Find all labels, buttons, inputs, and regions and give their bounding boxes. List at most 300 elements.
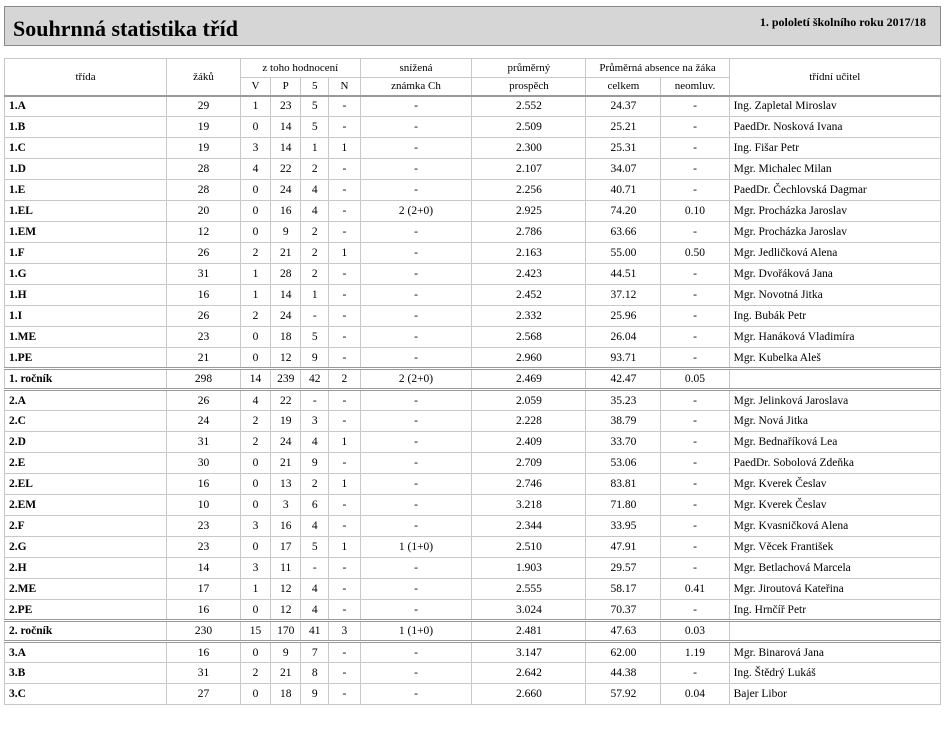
cell-absence-unexcused: - (661, 516, 729, 537)
cell-average: 2.481 (472, 621, 586, 642)
cell-average: 2.409 (472, 432, 586, 453)
cell-reduced-ch: - (360, 432, 472, 453)
cell-teacher: Bajer Libor (729, 684, 940, 705)
cell-absence-unexcused: 0.41 (661, 579, 729, 600)
cell-grade-5: 9 (301, 348, 329, 369)
cell-absence-unexcused: - (661, 117, 729, 138)
cell-students: 29 (167, 96, 241, 117)
col-header-snizena: snížená (360, 59, 472, 78)
cell-absence-total: 24.37 (586, 96, 661, 117)
cell-grade-p: 16 (271, 516, 301, 537)
cell-grade-5: 8 (301, 663, 329, 684)
cell-reduced-ch: - (360, 684, 472, 705)
cell-grade-v: 2 (240, 663, 270, 684)
cell-grade-v: 15 (240, 621, 270, 642)
cell-absence-total: 44.38 (586, 663, 661, 684)
cell-grade-v: 0 (240, 222, 270, 243)
cell-absence-total: 62.00 (586, 642, 661, 663)
cell-absence-total: 47.91 (586, 537, 661, 558)
table-row (5, 96, 941, 117)
col-header-n: N (329, 78, 360, 96)
cell-absence-total: 44.51 (586, 264, 661, 285)
cell-students: 21 (167, 348, 241, 369)
table-row (5, 180, 941, 201)
cell-teacher: Mgr. Dvořáková Jana (729, 264, 940, 285)
cell-reduced-ch: - (360, 411, 472, 432)
cell-teacher (729, 621, 940, 642)
cell-absence-total: 83.81 (586, 474, 661, 495)
cell-absence-unexcused: - (661, 453, 729, 474)
cell-grade-v: 4 (240, 159, 270, 180)
cell-grade-n: - (329, 684, 360, 705)
col-header-trida: třída (5, 59, 167, 96)
cell-grade-5: 1 (301, 285, 329, 306)
cell-grade-5: 5 (301, 327, 329, 348)
table-row (5, 642, 941, 663)
cell-students: 12 (167, 222, 241, 243)
col-header-znamka-ch: známka Ch (360, 78, 472, 96)
cell-reduced-ch: - (360, 180, 472, 201)
cell-students: 20 (167, 201, 241, 222)
cell-grade-p: 24 (271, 180, 301, 201)
cell-average: 2.300 (472, 138, 586, 159)
cell-absence-total: 74.20 (586, 201, 661, 222)
cell-reduced-ch: - (360, 348, 472, 369)
cell-students: 16 (167, 600, 241, 621)
cell-students: 31 (167, 264, 241, 285)
table-row (5, 138, 941, 159)
cell-average: 2.925 (472, 201, 586, 222)
col-header-neomluv: neomluv. (661, 78, 729, 96)
cell-class: 2.H (5, 558, 167, 579)
cell-absence-unexcused: - (661, 264, 729, 285)
cell-grade-v: 0 (240, 201, 270, 222)
table-row (5, 432, 941, 453)
cell-absence-unexcused: - (661, 222, 729, 243)
cell-grade-n: - (329, 600, 360, 621)
cell-grade-5: 4 (301, 600, 329, 621)
col-header-p: P (271, 78, 301, 96)
table-body (5, 96, 941, 705)
table-row (5, 390, 941, 411)
cell-class: 1.ME (5, 327, 167, 348)
cell-grade-n: - (329, 663, 360, 684)
table-row (5, 285, 941, 306)
cell-grade-5: 2 (301, 243, 329, 264)
cell-grade-5: 2 (301, 159, 329, 180)
cell-absence-unexcused: - (661, 663, 729, 684)
cell-teacher: PaedDr. Nosková Ivana (729, 117, 940, 138)
table-row (5, 663, 941, 684)
table-row (5, 264, 941, 285)
cell-grade-p: 17 (271, 537, 301, 558)
cell-grade-n: - (329, 516, 360, 537)
cell-grade-p: 14 (271, 138, 301, 159)
cell-grade-v: 0 (240, 180, 270, 201)
cell-students: 28 (167, 159, 241, 180)
cell-grade-5: 6 (301, 495, 329, 516)
cell-grade-5: 5 (301, 117, 329, 138)
cell-teacher: Mgr. Věcek František (729, 537, 940, 558)
cell-average: 2.568 (472, 327, 586, 348)
cell-grade-p: 239 (271, 369, 301, 390)
cell-absence-total: 93.71 (586, 348, 661, 369)
cell-class: 1.E (5, 180, 167, 201)
cell-class: 1. ročník (5, 369, 167, 390)
cell-students: 19 (167, 117, 241, 138)
cell-grade-p: 170 (271, 621, 301, 642)
cell-teacher: Ing. Fišar Petr (729, 138, 940, 159)
cell-grade-5: 4 (301, 579, 329, 600)
cell-grade-p: 12 (271, 579, 301, 600)
cell-reduced-ch: - (360, 243, 472, 264)
cell-average: 2.660 (472, 684, 586, 705)
cell-reduced-ch: - (360, 96, 472, 117)
cell-grade-p: 13 (271, 474, 301, 495)
cell-grade-p: 12 (271, 348, 301, 369)
cell-students: 10 (167, 495, 241, 516)
cell-grade-p: 11 (271, 558, 301, 579)
cell-class: 1.G (5, 264, 167, 285)
cell-grade-v: 1 (240, 264, 270, 285)
table-row (5, 159, 941, 180)
cell-grade-n: - (329, 453, 360, 474)
table-row (5, 579, 941, 600)
col-header-celkem: celkem (586, 78, 661, 96)
cell-grade-n: 1 (329, 537, 360, 558)
cell-students: 23 (167, 327, 241, 348)
cell-teacher: Mgr. Binarová Jana (729, 642, 940, 663)
table-header (5, 59, 941, 96)
cell-teacher: Mgr. Procházka Jaroslav (729, 201, 940, 222)
cell-absence-unexcused: - (661, 558, 729, 579)
cell-teacher: Mgr. Nová Jitka (729, 411, 940, 432)
cell-teacher: Ing. Hrnčíř Petr (729, 600, 940, 621)
cell-grade-5: 9 (301, 453, 329, 474)
cell-average: 2.746 (472, 474, 586, 495)
cell-grade-5: 42 (301, 369, 329, 390)
cell-grade-5: 2 (301, 474, 329, 495)
cell-grade-p: 23 (271, 96, 301, 117)
cell-absence-total: 58.17 (586, 579, 661, 600)
cell-average: 3.218 (472, 495, 586, 516)
cell-grade-n: - (329, 285, 360, 306)
cell-grade-5: 5 (301, 96, 329, 117)
cell-reduced-ch: - (360, 558, 472, 579)
cell-grade-n: - (329, 180, 360, 201)
cell-grade-v: 2 (240, 432, 270, 453)
cell-teacher: Mgr. Hanáková Vladimíra (729, 327, 940, 348)
cell-teacher (729, 369, 940, 390)
cell-reduced-ch: - (360, 285, 472, 306)
cell-average: 2.332 (472, 306, 586, 327)
cell-average: 3.147 (472, 642, 586, 663)
col-header-ucitel: třídní učitel (729, 59, 940, 96)
cell-absence-unexcused: - (661, 600, 729, 621)
cell-teacher: Ing. Bubák Petr (729, 306, 940, 327)
cell-grade-n: - (329, 201, 360, 222)
cell-absence-unexcused: - (661, 432, 729, 453)
cell-average: 2.452 (472, 285, 586, 306)
cell-grade-v: 3 (240, 138, 270, 159)
cell-grade-5: 2 (301, 222, 329, 243)
table-row (5, 684, 941, 705)
cell-reduced-ch: - (360, 642, 472, 663)
cell-grade-5: - (301, 306, 329, 327)
report-header (4, 6, 941, 46)
cell-grade-n: 1 (329, 432, 360, 453)
cell-reduced-ch: - (360, 474, 472, 495)
cell-reduced-ch: - (360, 327, 472, 348)
cell-teacher: Mgr. Michalec Milan (729, 159, 940, 180)
cell-students: 24 (167, 411, 241, 432)
cell-grade-n: - (329, 348, 360, 369)
table-row (5, 117, 941, 138)
table-row (5, 558, 941, 579)
cell-grade-v: 0 (240, 117, 270, 138)
cell-class: 1.A (5, 96, 167, 117)
cell-teacher: Mgr. Novotná Jitka (729, 285, 940, 306)
cell-reduced-ch: - (360, 159, 472, 180)
cell-absence-total: 38.79 (586, 411, 661, 432)
cell-grade-v: 0 (240, 684, 270, 705)
cell-class: 1.B (5, 117, 167, 138)
cell-absence-unexcused: - (661, 96, 729, 117)
cell-students: 17 (167, 579, 241, 600)
cell-class: 2.EM (5, 495, 167, 516)
cell-class: 1.EM (5, 222, 167, 243)
cell-reduced-ch: - (360, 306, 472, 327)
cell-grade-n: - (329, 579, 360, 600)
cell-reduced-ch: - (360, 663, 472, 684)
cell-students: 16 (167, 642, 241, 663)
cell-grade-n: - (329, 642, 360, 663)
cell-absence-unexcused: 0.04 (661, 684, 729, 705)
cell-average: 2.642 (472, 663, 586, 684)
cell-grade-v: 1 (240, 96, 270, 117)
table-row (5, 495, 941, 516)
cell-grade-n: - (329, 96, 360, 117)
cell-grade-n: - (329, 558, 360, 579)
cell-average: 2.163 (472, 243, 586, 264)
cell-class: 3.C (5, 684, 167, 705)
cell-average: 2.228 (472, 411, 586, 432)
cell-grade-p: 18 (271, 327, 301, 348)
cell-class: 2.ME (5, 579, 167, 600)
cell-reduced-ch: 1 (1+0) (360, 621, 472, 642)
cell-reduced-ch: - (360, 390, 472, 411)
cell-grade-v: 3 (240, 558, 270, 579)
class-statistics-table (4, 58, 941, 705)
cell-grade-v: 0 (240, 453, 270, 474)
col-header-v: V (240, 78, 270, 96)
cell-grade-p: 16 (271, 201, 301, 222)
cell-teacher: Mgr. Kvasničková Alena (729, 516, 940, 537)
cell-grade-p: 22 (271, 159, 301, 180)
cell-grade-5: 4 (301, 180, 329, 201)
cell-students: 23 (167, 516, 241, 537)
cell-grade-5: - (301, 390, 329, 411)
cell-grade-5: 5 (301, 537, 329, 558)
cell-grade-5: 2 (301, 264, 329, 285)
cell-absence-total: 34.07 (586, 159, 661, 180)
report-period: 1. pololetí školního roku 2017/18 (759, 15, 926, 29)
cell-grade-5: 9 (301, 684, 329, 705)
col-header-prospech: prospěch (472, 78, 586, 96)
cell-students: 28 (167, 180, 241, 201)
cell-absence-total: 35.23 (586, 390, 661, 411)
cell-average: 2.423 (472, 264, 586, 285)
cell-class: 1.I (5, 306, 167, 327)
cell-absence-unexcused: - (661, 138, 729, 159)
cell-grade-v: 4 (240, 390, 270, 411)
cell-average: 2.469 (472, 369, 586, 390)
cell-grade-p: 18 (271, 684, 301, 705)
cell-students: 16 (167, 285, 241, 306)
report-title: Souhrnná statistika tříd (13, 16, 238, 41)
cell-grade-n: 1 (329, 243, 360, 264)
cell-teacher: Ing. Štědrý Lukáš (729, 663, 940, 684)
cell-students: 16 (167, 474, 241, 495)
cell-class: 1.D (5, 159, 167, 180)
cell-teacher: PaedDr. Sobolová Zdeňka (729, 453, 940, 474)
table-row (5, 516, 941, 537)
cell-students: 230 (167, 621, 241, 642)
cell-absence-unexcused: - (661, 285, 729, 306)
cell-average: 2.256 (472, 180, 586, 201)
cell-grade-v: 1 (240, 285, 270, 306)
cell-class: 3.B (5, 663, 167, 684)
cell-grade-p: 3 (271, 495, 301, 516)
cell-teacher: Mgr. Kverek Česlav (729, 474, 940, 495)
col-header-z-toho: z toho hodnocení (240, 59, 360, 78)
cell-reduced-ch: 2 (2+0) (360, 369, 472, 390)
cell-students: 14 (167, 558, 241, 579)
cell-teacher: Mgr. Jiroutová Kateřina (729, 579, 940, 600)
cell-average: 2.107 (472, 159, 586, 180)
cell-grade-n: 1 (329, 138, 360, 159)
col-header-absence: Průměrná absence na žáka (586, 59, 729, 78)
cell-average: 2.709 (472, 453, 586, 474)
cell-absence-unexcused: - (661, 159, 729, 180)
cell-class: 1.PE (5, 348, 167, 369)
cell-reduced-ch: - (360, 138, 472, 159)
cell-absence-total: 33.70 (586, 432, 661, 453)
cell-grade-p: 9 (271, 642, 301, 663)
cell-class: 1.H (5, 285, 167, 306)
cell-students: 27 (167, 684, 241, 705)
cell-class: 2.F (5, 516, 167, 537)
cell-class: 2.A (5, 390, 167, 411)
cell-grade-n: 2 (329, 369, 360, 390)
cell-absence-total: 63.66 (586, 222, 661, 243)
cell-grade-v: 0 (240, 537, 270, 558)
cell-grade-n: - (329, 327, 360, 348)
cell-reduced-ch: - (360, 600, 472, 621)
cell-grade-5: 4 (301, 432, 329, 453)
table-row (5, 453, 941, 474)
cell-students: 298 (167, 369, 241, 390)
cell-absence-unexcused: 1.19 (661, 642, 729, 663)
cell-absence-unexcused: - (661, 327, 729, 348)
cell-grade-p: 28 (271, 264, 301, 285)
cell-grade-p: 22 (271, 390, 301, 411)
cell-class: 2.PE (5, 600, 167, 621)
col-header-prumerny: průměrný (472, 59, 586, 78)
cell-students: 23 (167, 537, 241, 558)
cell-teacher: Mgr. Jedličková Alena (729, 243, 940, 264)
cell-grade-v: 0 (240, 327, 270, 348)
table-row (5, 243, 941, 264)
table-row (5, 327, 941, 348)
cell-average: 2.510 (472, 537, 586, 558)
cell-grade-n: - (329, 306, 360, 327)
cell-reduced-ch: 1 (1+0) (360, 537, 472, 558)
cell-average: 2.786 (472, 222, 586, 243)
cell-teacher: Ing. Zapletal Miroslav (729, 96, 940, 117)
cell-average: 1.903 (472, 558, 586, 579)
cell-absence-unexcused: - (661, 306, 729, 327)
cell-grade-5: 41 (301, 621, 329, 642)
cell-absence-total: 29.57 (586, 558, 661, 579)
cell-class: 1.EL (5, 201, 167, 222)
table-row (5, 600, 941, 621)
cell-teacher: Mgr. Betlachová Marcela (729, 558, 940, 579)
cell-grade-5: 4 (301, 201, 329, 222)
cell-students: 26 (167, 390, 241, 411)
cell-teacher: Mgr. Kverek Česlav (729, 495, 940, 516)
col-header-5: 5 (301, 78, 329, 96)
cell-reduced-ch: - (360, 453, 472, 474)
cell-grade-n: - (329, 264, 360, 285)
cell-average: 2.555 (472, 579, 586, 600)
cell-average: 3.024 (472, 600, 586, 621)
cell-reduced-ch: - (360, 516, 472, 537)
cell-teacher: Mgr. Bednaříková Lea (729, 432, 940, 453)
cell-teacher: PaedDr. Čechlovská Dagmar (729, 180, 940, 201)
cell-grade-v: 0 (240, 600, 270, 621)
cell-absence-total: 25.96 (586, 306, 661, 327)
table-row (5, 411, 941, 432)
cell-grade-n: 3 (329, 621, 360, 642)
cell-absence-unexcused: - (661, 180, 729, 201)
table-row (5, 222, 941, 243)
cell-grade-v: 3 (240, 516, 270, 537)
cell-absence-total: 71.80 (586, 495, 661, 516)
cell-class: 2. ročník (5, 621, 167, 642)
cell-grade-n: 1 (329, 474, 360, 495)
cell-grade-p: 21 (271, 663, 301, 684)
cell-absence-unexcused: 0.10 (661, 201, 729, 222)
cell-grade-p: 14 (271, 117, 301, 138)
cell-reduced-ch: - (360, 579, 472, 600)
summary-row (5, 621, 941, 642)
table-row (5, 201, 941, 222)
cell-absence-unexcused: - (661, 390, 729, 411)
cell-students: 26 (167, 306, 241, 327)
cell-absence-unexcused: 0.05 (661, 369, 729, 390)
table-row (5, 474, 941, 495)
cell-average: 2.509 (472, 117, 586, 138)
cell-grade-n: - (329, 411, 360, 432)
table-row (5, 537, 941, 558)
cell-grade-n: - (329, 159, 360, 180)
cell-reduced-ch: 2 (2+0) (360, 201, 472, 222)
cell-students: 19 (167, 138, 241, 159)
cell-absence-total: 25.31 (586, 138, 661, 159)
cell-grade-v: 0 (240, 348, 270, 369)
cell-grade-n: - (329, 495, 360, 516)
